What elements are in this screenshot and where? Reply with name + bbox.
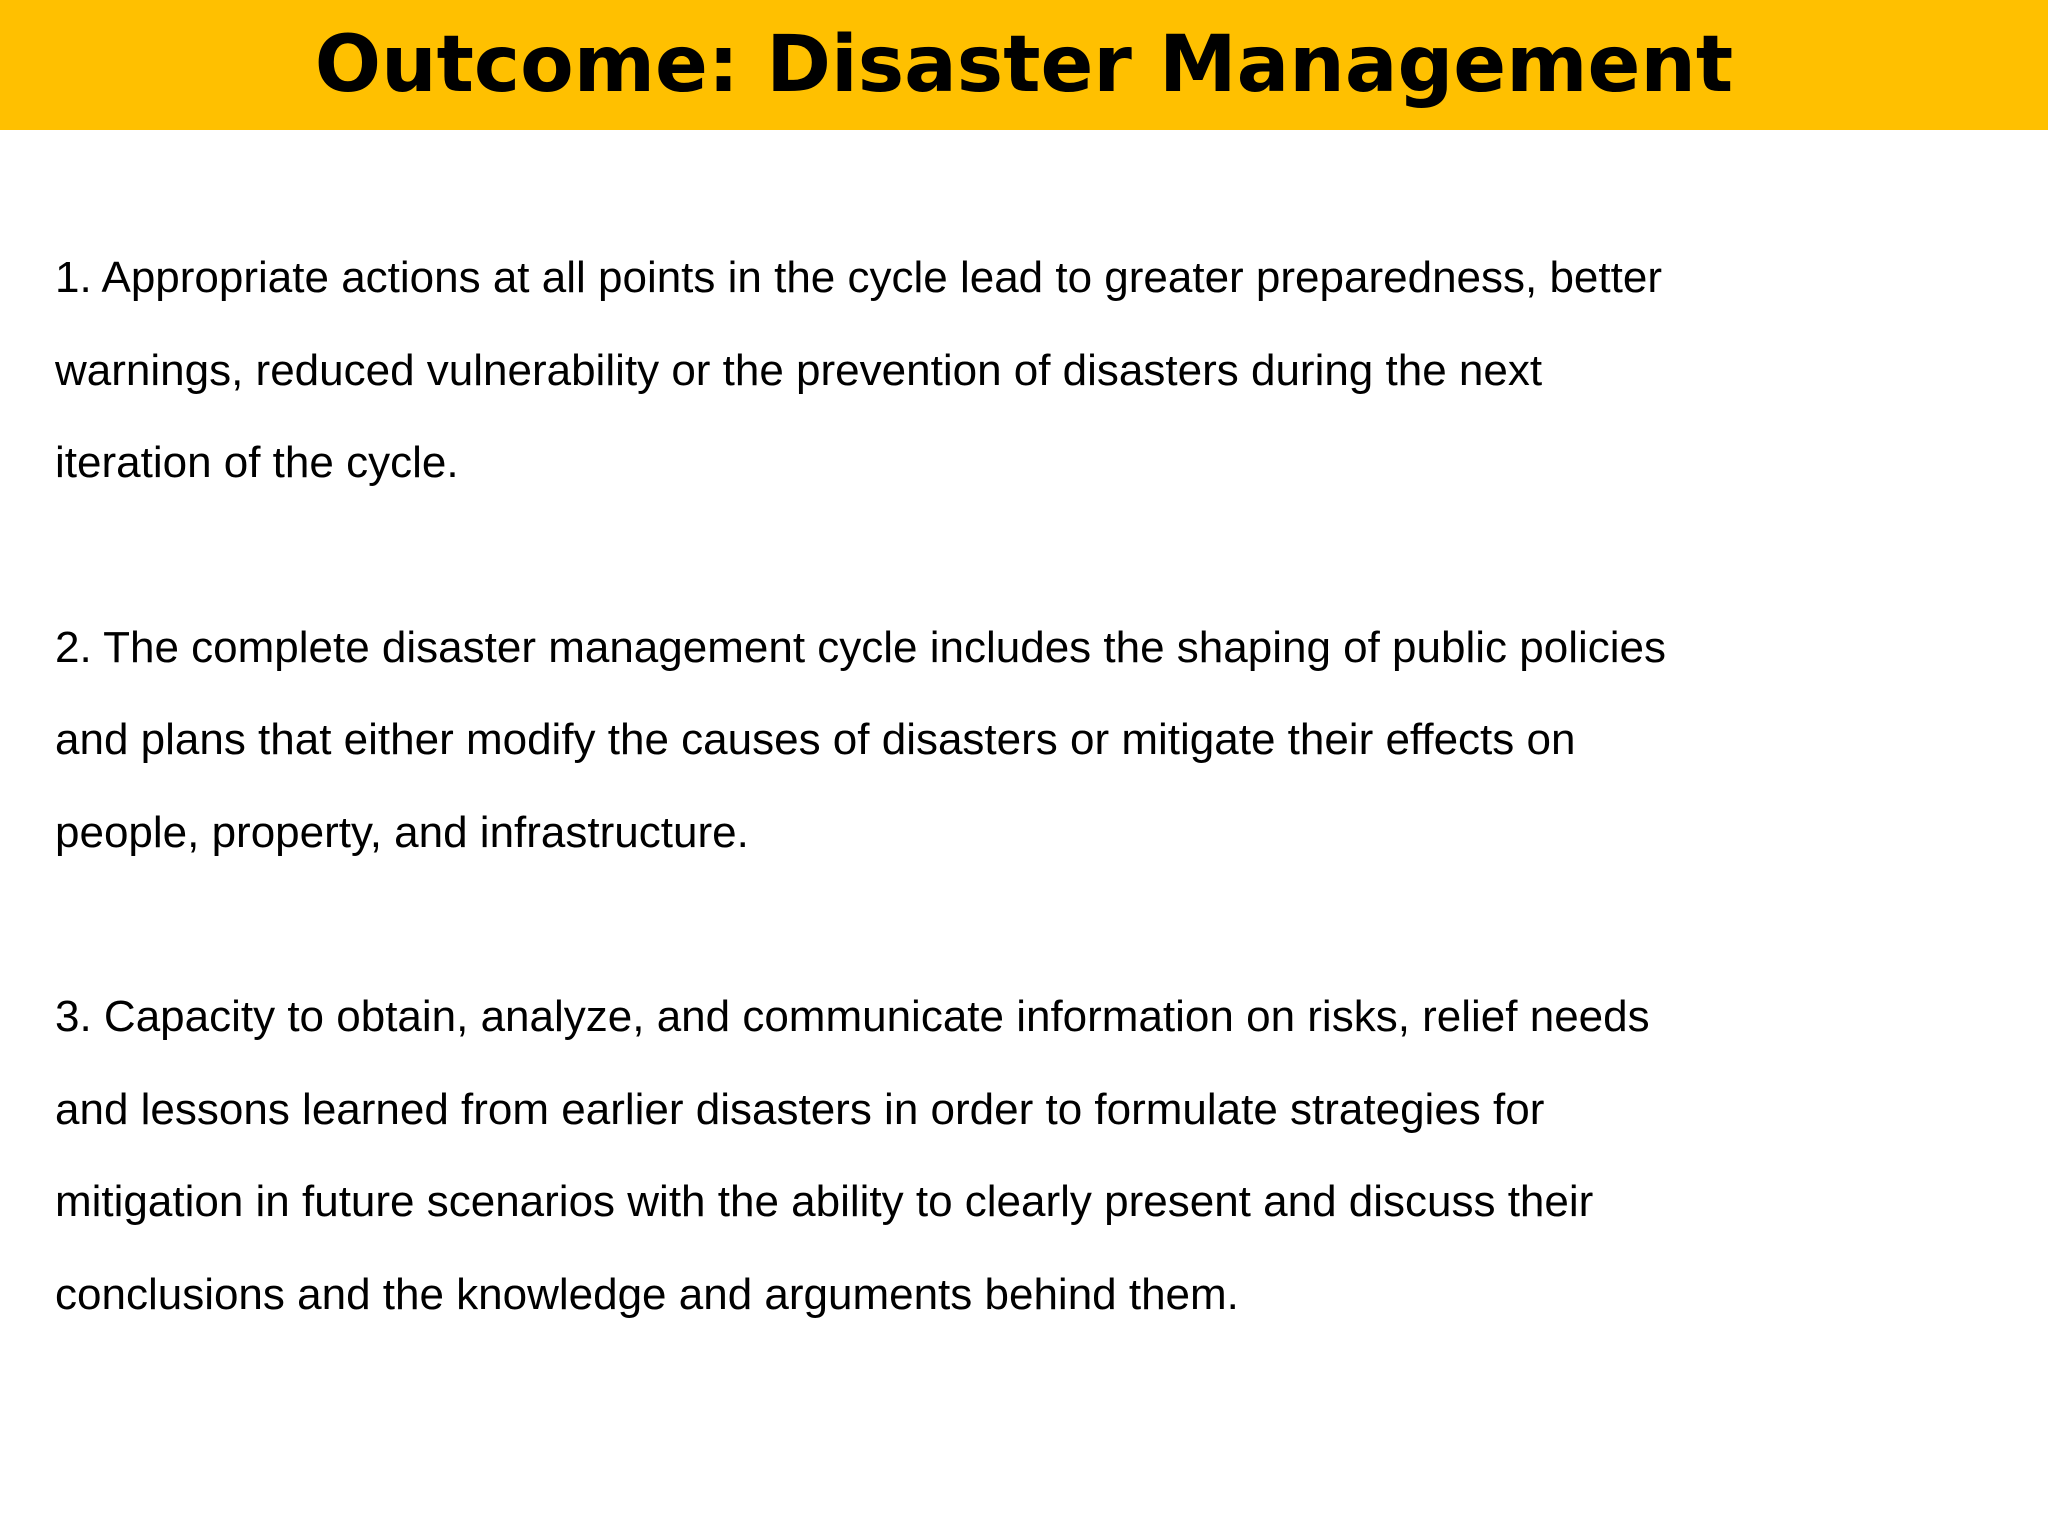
slide-title: Outcome: Disaster Management bbox=[314, 20, 1734, 110]
slide-content bbox=[55, 232, 1955, 1341]
point-3: 3. Capacity to obtain, analyze, and communicate information on risks, relief needs and lessons learned from earlier disasters in order to formulate strategies for mitigation in future scenarios with the ability to clearly present and discuss their conclusions and the knowledge and arguments behind them. bbox=[55, 992, 1650, 1319]
point-1: 1. Appropriate actions at all points in the cycle lead to greater preparedness, better warnings, reduced vulnerability or the prevention of disasters during the next iteration of the cycle. bbox=[55, 253, 1662, 487]
title-bar bbox=[0, 0, 2048, 130]
point-2: 2. The complete disaster management cycle includes the shaping of public policies and plans that either modify the causes of disasters or mitigate their effects on people, property, and infrastructure. bbox=[55, 622, 1666, 857]
